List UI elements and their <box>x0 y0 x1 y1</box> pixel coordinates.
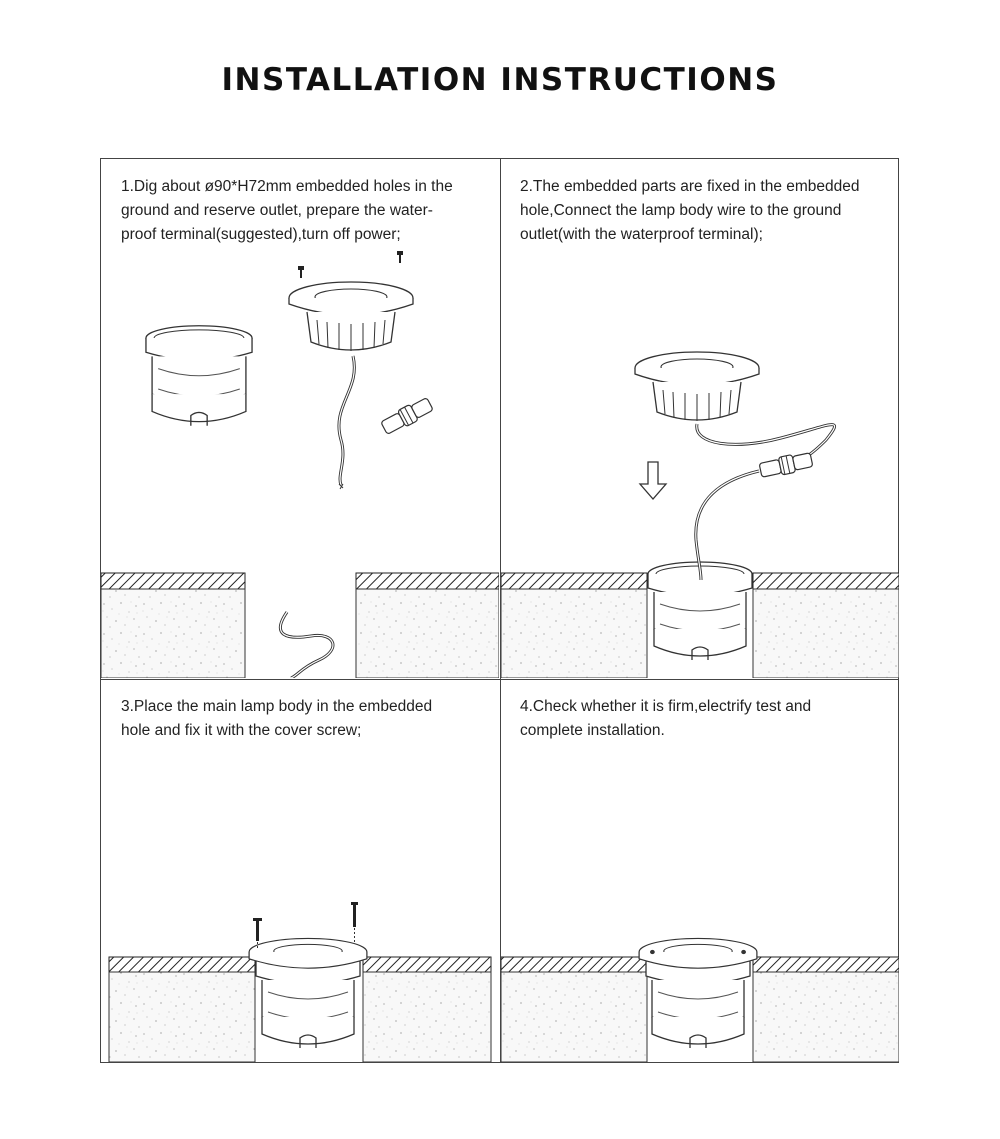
lamp-head <box>639 938 757 968</box>
lamp-head <box>249 938 367 968</box>
lamp-head <box>635 352 759 421</box>
page-title: INSTALLATION INSTRUCTIONS <box>221 62 779 98</box>
step-1-illustration <box>101 240 499 678</box>
screw-icon <box>298 251 403 278</box>
step-1-text: 1.Dig about ø90*H72mm embedded holes in the ground and reserve outlet, prepare the water- proof terminal(suggested),turn off power; <box>121 178 453 243</box>
step-2-illustration <box>501 240 899 678</box>
lamp-head <box>289 282 413 351</box>
step-4-text: 4.Check whether it is firm,electrify test and complete installation. <box>520 698 812 739</box>
step-4-illustration <box>501 880 899 1062</box>
step-2-text: 2.The embedded parts are fixed in the embedded hole,Connect the lamp body wire to the ground outlet(with the waterproof terminal); <box>520 178 860 243</box>
step-3-text: 3.Place the main lamp body in the embedded hole and fix it with the cover screw; <box>121 698 433 739</box>
waterproof-connector <box>759 451 814 479</box>
grid-divider-horizontal <box>100 679 899 680</box>
down-arrow-icon <box>640 462 666 499</box>
waterproof-connector <box>380 396 434 436</box>
step-3-illustration <box>101 880 499 1062</box>
embedded-sleeve <box>146 326 252 426</box>
